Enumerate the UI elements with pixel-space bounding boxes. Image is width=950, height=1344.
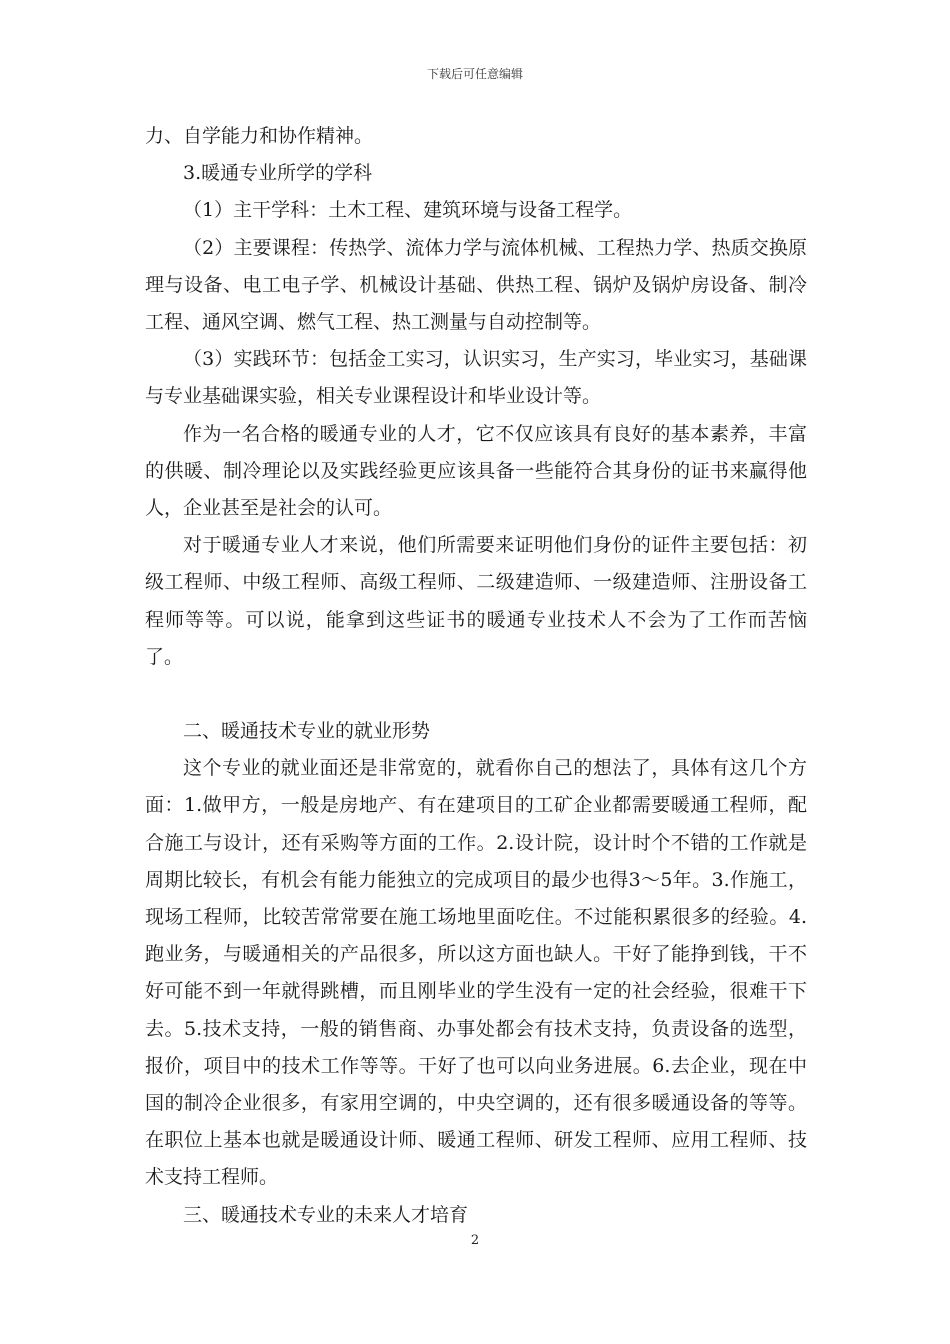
subheading-disciplines: 3.暖通专业所学的学科: [183, 162, 373, 185]
blank-line: [145, 676, 807, 713]
paragraph-practice: （3）实践环节：包括金工实习，认识实习，生产实习，毕业实习，基础课与专业基础课实验，相关专业课程设计和毕业设计等。: [145, 348, 807, 408]
paragraph-main-subjects: （1）主干学科：土木工程、建筑环境与设备工程学。: [183, 199, 633, 222]
paragraph-employment: 这个专业的就业面还是非常宽的，就看你自己的想法了，具体有这几个方面：1.做甲方，一般是房地产、有在建项目的工矿企业都需要暖通工程师，配合施工与设计，还有采购等方面的工作。2.设计院，设计时个不错的工作就是周期比较长，有机会有能力能独立的完成项目的最少也得3～5年。3.作施工，现场工程师，比较苦常常要在施工场地里面吃住。不过能积累很多的经验。4.跑业务，与暖通相关的产品很多，所以这方面也缺人。干好了能挣到钱，干不好可能不到一年就得跳槽，而且刚毕业的学生没有一定的社会经验，很难干下去。5.技术支持，一般的销售商、办事处都会有技术支持，负责设备的选型，报价，项目中的技术工作等等。干好了也可以向业务进展。6.去企业，现在中国的制冷企业很多，有家用空调的，中央空调的，还有很多暖通设备的等等。在职位上基本也就是暖通设计师、暖通工程师、研发工程师、应用工程师、技术支持工程师。: [145, 757, 807, 1189]
page-number: 2: [470, 1233, 480, 1248]
paragraph-qualified-talent: 作为一名合格的暖通专业的人才，它不仅应该具有良好的基本素养，丰富的供暖、制冷理论以及实践经验更应该具备一些能符合其身份的证书来赢得他人，企业甚至是社会的认可。: [145, 422, 807, 520]
paragraph-main-courses: （2）主要课程：传热学、流体力学与流体机械、工程热力学、热质交换原理与设备、电工电子学、机械设计基础、供热工程、锅炉及锅炉房设备、制冷工程、通风空调、燃气工程、热工测量与自动控制等。: [145, 236, 807, 334]
paragraph-certificates: 对于暖通专业人才来说，他们所需要来证明他们身份的证件主要包括：初级工程师、中级工程师、高级工程师、二级建造师、一级建造师、注册设备工程师等等。可以说，能拿到这些证书的暖通专业技术人不会为了工作而苦恼了。: [145, 534, 807, 668]
document-body: [145, 118, 807, 1234]
page-header: 下载后可任意编辑: [426, 67, 523, 81]
section-heading-employment: 二、暖通技术专业的就业形势: [183, 720, 431, 743]
paragraph-continuation: 力、自学能力和协作精神。: [145, 125, 374, 147]
section-heading-future-talent: 三、暖通技术专业的未来人才培育: [183, 1203, 469, 1226]
